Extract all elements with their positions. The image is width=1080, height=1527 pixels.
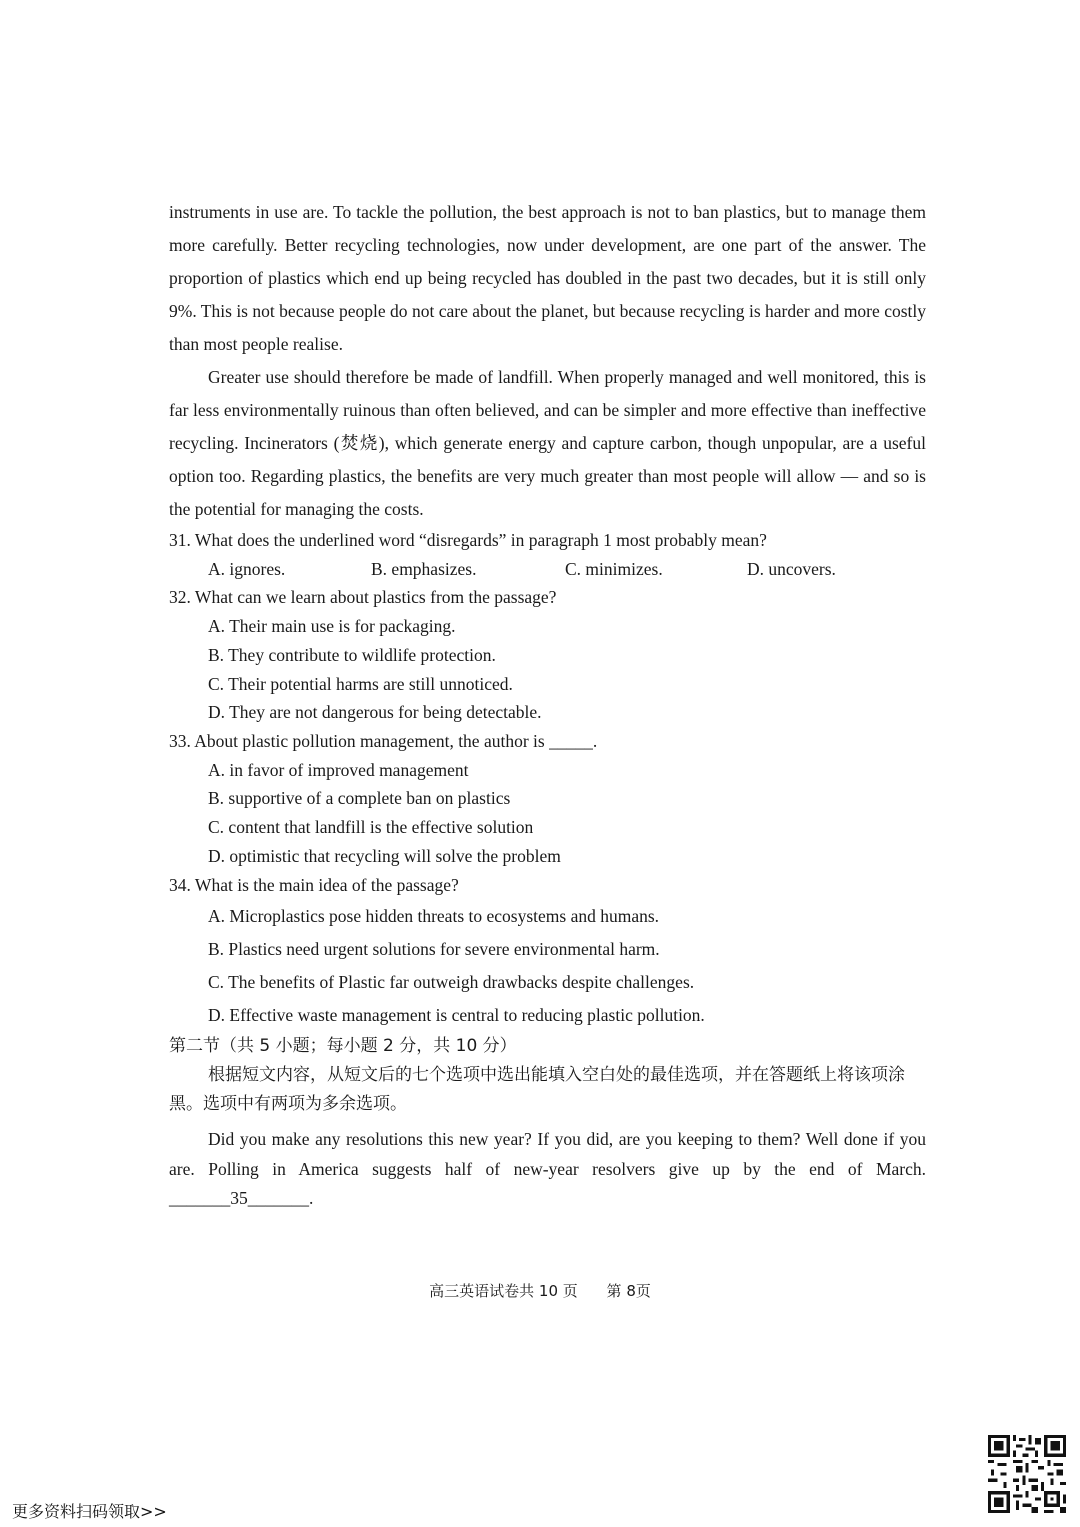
footer-total-pages: 高三英语试卷共 10 页	[429, 1282, 578, 1300]
option-d: D. Effective waste management is central to reducing plastic pollution.	[208, 1005, 705, 1026]
option-a: A. ignores.	[208, 558, 286, 579]
question-31-stem: 31. What does the underlined word “disregards” in paragraph 1 most probably mean?	[169, 530, 767, 550]
page-footer	[0, 1280, 1080, 1301]
question-34-stem: 34. What is the main idea of the passage?	[169, 875, 459, 896]
option-d: D. They are not dangerous for being detectable.	[208, 702, 542, 723]
footer-page-number: 第 8页	[606, 1282, 651, 1300]
question-33-stem: 33. About plastic pollution management, the author is _____.	[169, 730, 598, 751]
option-b: B. emphasizes.	[371, 558, 477, 579]
option-a: A. Their main use is for packaging.	[208, 616, 456, 637]
option-d: D. uncovers.	[747, 558, 836, 579]
question-31-options	[169, 555, 926, 584]
option-c: C. minimizes.	[565, 558, 663, 579]
option-d: D. optimistic that recycling will solve the problem	[208, 845, 561, 866]
question-32-stem: 32. What can we learn about plastics from the passage?	[169, 587, 557, 608]
passage-paragraph-2: Greater use should therefore be made of landfill. When properly managed and well monitored, this is far less environmentally ruinous than often believed, and can be simpler and more effective than ineffective recycling. Incinerators (焚烧), which generate energy and capture carbon, though unpopular, are a useful option too. Regarding plastics, the benefits are very much greater than most people will allow — and so is the potential for managing the costs.	[169, 367, 926, 519]
option-c: C. content that landfill is the effective solution	[208, 817, 534, 838]
option-c: C. The benefits of Plastic far outweigh drawbacks despite challenges.	[208, 972, 695, 993]
section-2-heading: 第二节（共 5 小题；每小题 2 分，共 10 分）	[169, 1036, 517, 1057]
option-b: B. They contribute to wildlife protection.	[208, 644, 496, 665]
more-resources-note: 更多资料扫码领取>>	[12, 1502, 167, 1521]
page-content	[169, 196, 926, 1214]
section-2-passage: Did you make any resolutions this new year? If you did, are you keeping to them? Well done if you are. Polling in America suggests half of new-year resolvers give up by the end of March. _______35_______.	[169, 1129, 926, 1209]
option-a: A. in favor of improved management	[208, 759, 469, 780]
option-a: A. Microplastics pose hidden threats to ecosystems and humans.	[208, 906, 660, 927]
section-2-instruction: 根据短文内容，从短文后的七个选项中选出能填入空白处的最佳选项，并在答题纸上将该项涂黑。选项中有两项为多余选项。	[169, 1065, 905, 1115]
option-b: B. Plastics need urgent solutions for severe environmental harm.	[208, 939, 660, 960]
option-c: C. Their potential harms are still unnoticed.	[208, 673, 513, 694]
option-b: B. supportive of a complete ban on plastics	[208, 788, 511, 809]
qr-code-icon[interactable]	[988, 1435, 1066, 1513]
passage-paragraph-1: instruments in use are. To tackle the pollution, the best approach is not to ban plastics, but to manage them more carefully. Better recycling technologies, now under development, are one part of the answer. The proportion of plastics which end up being recycled has doubled in the past two decades, but it is still only 9%. This is not because people do not care about the planet, but because recycling is harder and more costly than most people realise.	[169, 202, 926, 354]
